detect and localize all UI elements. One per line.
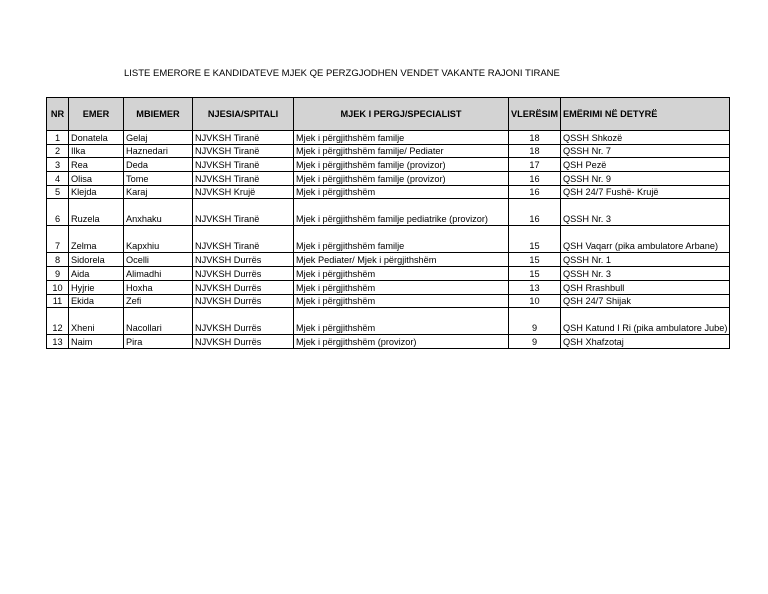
cell-mbiemer: Haznedari [124,144,193,158]
table-row [47,226,730,253]
cell-mbiemer: Gelaj [124,131,193,145]
cell-emerimi: QSSH Nr. 1 [561,253,730,267]
cell-mjek: Mjek i përgjithshëm familje [294,226,509,253]
cell-vleresim: 9 [509,308,561,335]
cell-njesia: NJVKSH Tiranë [193,131,294,145]
header-nr: NR [47,98,69,131]
cell-nr: 10 [47,280,69,294]
cell-nr: 9 [47,267,69,281]
cell-emer: Klejda [69,185,124,199]
cell-emer: Xheni [69,308,124,335]
cell-emerimi: QSSH Nr. 7 [561,144,730,158]
table-row [47,172,730,186]
cell-vleresim: 16 [509,185,561,199]
cell-vleresim: 15 [509,226,561,253]
cell-emer: Sidorela [69,253,124,267]
cell-mbiemer: Ocelli [124,253,193,267]
cell-mbiemer: Nacollari [124,308,193,335]
cell-njesia: NJVKSH Tiranë [193,226,294,253]
cell-njesia: NJVKSH Durrës [193,308,294,335]
cell-mjek: Mjek i përgjithshëm [294,185,509,199]
cell-njesia: NJVKSH Tiranë [193,172,294,186]
cell-nr: 4 [47,172,69,186]
cell-mbiemer: Kapxhiu [124,226,193,253]
cell-njesia: NJVKSH Tiranë [193,158,294,172]
cell-vleresim: 9 [509,335,561,349]
cell-mbiemer: Alimadhi [124,267,193,281]
cell-emerimi: QSSH Shkozë [561,131,730,145]
cell-njesia: NJVKSH Krujë [193,185,294,199]
header-mjek: MJEK I PERGJ/SPECIALIST [294,98,509,131]
cell-emerimi: QSH 24/7 Shijak [561,294,730,308]
table-row [47,335,730,349]
header-emer: EMER [69,98,124,131]
cell-nr: 12 [47,308,69,335]
cell-mbiemer: Zefi [124,294,193,308]
cell-nr: 13 [47,335,69,349]
table-row [47,131,730,145]
cell-njesia: NJVKSH Durrës [193,253,294,267]
cell-njesia: NJVKSH Durrës [193,335,294,349]
cell-njesia: NJVKSH Durrës [193,267,294,281]
cell-emer: Rea [69,158,124,172]
cell-mbiemer: Tome [124,172,193,186]
cell-emer: Hyjrie [69,280,124,294]
cell-mbiemer: Deda [124,158,193,172]
cell-mjek: Mjek i përgjithshëm [294,308,509,335]
table-row [47,267,730,281]
cell-emer: Zelma [69,226,124,253]
cell-vleresim: 15 [509,267,561,281]
cell-mbiemer: Hoxha [124,280,193,294]
header-njesia: NJESIA/SPITALI [193,98,294,131]
cell-nr: 2 [47,144,69,158]
cell-emerimi: QSSH Nr. 9 [561,172,730,186]
cell-nr: 3 [47,158,69,172]
header-vleresim: VLERËSIM [509,98,561,131]
cell-mjek: Mjek i përgjithshëm [294,280,509,294]
header-emerimi: EMËRIMI NË DETYRË [561,98,730,131]
header-mbiemer: MBIEMER [124,98,193,131]
cell-mjek: Mjek i përgjithshëm [294,267,509,281]
table-row [47,253,730,267]
cell-emerimi: QSH 24/7 Fushë- Krujë [561,185,730,199]
cell-emerimi: QSH Pezë [561,158,730,172]
cell-emer: Aida [69,267,124,281]
cell-njesia: NJVKSH Tiranë [193,199,294,226]
cell-vleresim: 10 [509,294,561,308]
cell-mjek: Mjek Pediater/ Mjek i përgjithshëm [294,253,509,267]
cell-vleresim: 16 [509,172,561,186]
table-row [47,199,730,226]
cell-mbiemer: Karaj [124,185,193,199]
header-row [47,98,730,131]
table-row [47,144,730,158]
table-row [47,308,730,335]
cell-vleresim: 18 [509,131,561,145]
candidates-table [46,97,730,349]
cell-nr: 5 [47,185,69,199]
cell-vleresim: 13 [509,280,561,294]
cell-nr: 6 [47,199,69,226]
cell-emerimi: QSH Katund I Ri (pika ambulatore Jube) [561,308,730,335]
cell-emer: Olisa [69,172,124,186]
cell-emerimi: QSSH Nr. 3 [561,267,730,281]
cell-emer: Ruzela [69,199,124,226]
cell-emer: Ekida [69,294,124,308]
cell-mjek: Mjek i përgjithshëm [294,294,509,308]
cell-mjek: Mjek i përgjithshëm familje (provizor) [294,158,509,172]
cell-emerimi: QSH Vaqarr (pika ambulatore Arbane) [561,226,730,253]
cell-mjek: Mjek i përgjithshëm familje pediatrike (provizor) [294,199,509,226]
cell-vleresim: 15 [509,253,561,267]
cell-njesia: NJVKSH Tiranë [193,144,294,158]
table-row [47,158,730,172]
cell-mjek: Mjek i përgjithshëm (provizor) [294,335,509,349]
table-row [47,280,730,294]
cell-emer: Ilka [69,144,124,158]
cell-vleresim: 18 [509,144,561,158]
cell-njesia: NJVKSH Durrës [193,294,294,308]
document-title: LISTE EMERORE E KANDIDATEVE MJEK QE PERZGJODHEN VENDET VAKANTE RAJONI TIRANE [124,68,560,79]
cell-mjek: Mjek i përgjithshëm familje (provizor) [294,172,509,186]
cell-emer: Naim [69,335,124,349]
cell-nr: 7 [47,226,69,253]
cell-emerimi: QSH Rrashbull [561,280,730,294]
cell-nr: 8 [47,253,69,267]
table-row [47,185,730,199]
cell-nr: 1 [47,131,69,145]
table-row [47,294,730,308]
cell-mjek: Mjek i përgjithshëm familje/ Pediater [294,144,509,158]
cell-emerimi: QSSH Nr. 3 [561,199,730,226]
cell-mbiemer: Pira [124,335,193,349]
cell-mbiemer: Anxhaku [124,199,193,226]
cell-mjek: Mjek i përgjithshëm familje [294,131,509,145]
cell-vleresim: 16 [509,199,561,226]
cell-njesia: NJVKSH Durrës [193,280,294,294]
cell-emerimi: QSH Xhafzotaj [561,335,730,349]
cell-emer: Donatela [69,131,124,145]
cell-nr: 11 [47,294,69,308]
cell-vleresim: 17 [509,158,561,172]
